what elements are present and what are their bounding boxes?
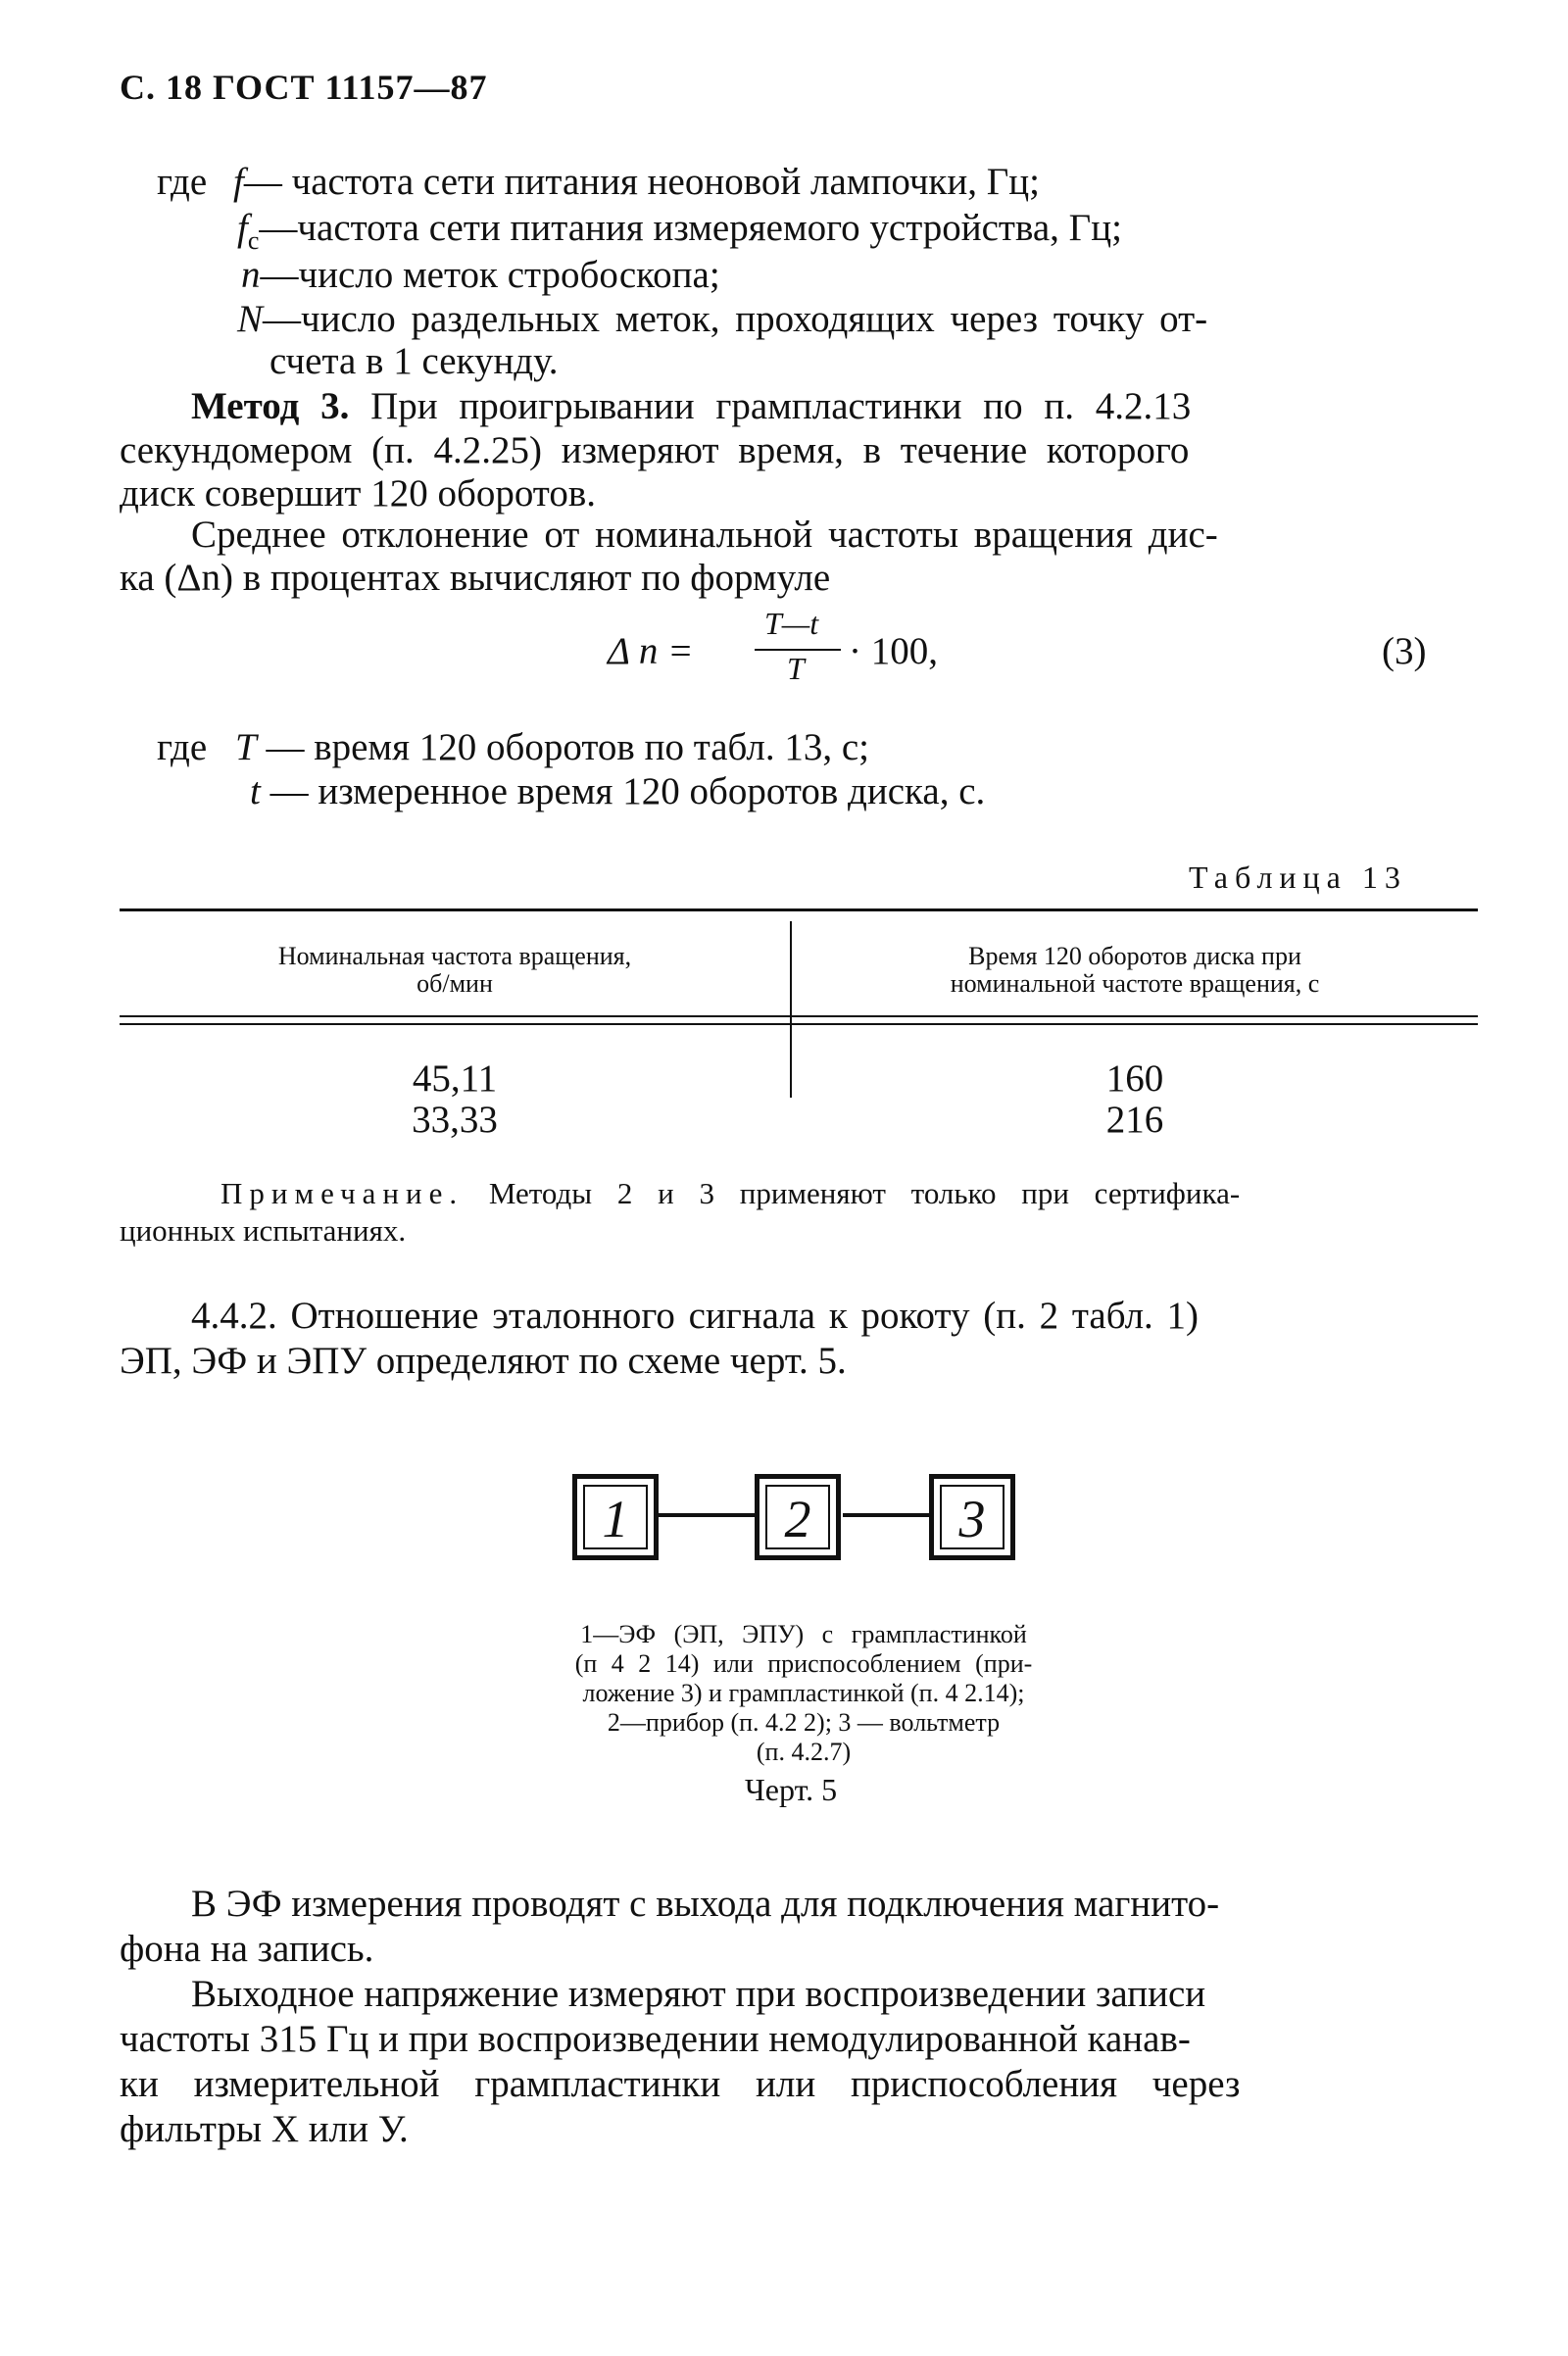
connector-2-3: [843, 1513, 937, 1517]
table-cell: 45,11: [412, 1057, 498, 1100]
diagram-caption: [431, 1620, 1176, 1767]
table-top-rule: [120, 908, 1478, 911]
caption-line: (п. 4.2.7): [756, 1738, 852, 1766]
avg-line2: ка (Δn) в процентах вычисляют по формуле: [120, 557, 831, 599]
formula-lhs: Δ n =: [608, 630, 694, 672]
para-out-line1: Выходное напряжение измеряют при воспроизведении записи: [191, 1973, 1206, 2015]
para-out-line3: ки измерительной грампластинки или приспособления через: [120, 2063, 1241, 2105]
table-col1-header: [120, 943, 790, 998]
para-ef-line1: В ЭФ измерения проводят с выхода для подключения магнито-: [191, 1883, 1220, 1925]
table-cell: 160: [1105, 1057, 1164, 1100]
formula-denominator: T: [787, 651, 805, 686]
block-label: 2: [784, 1490, 811, 1548]
def-t: [250, 769, 985, 814]
header-line: об/мин: [416, 969, 493, 998]
def-text: —число меток стробоскопа;: [260, 254, 720, 296]
def-n: [241, 253, 720, 298]
table-caption: Таблица 13: [1189, 859, 1407, 895]
para-out-line4: фильтры X или У.: [120, 2108, 409, 2150]
header-line: Время 120 оборотов диска при: [968, 942, 1301, 970]
method3-text: При проигрывании грампластинки по п. 4.2.13: [370, 385, 1192, 427]
caption-line: ложение 3) и грампластинкой (п. 4 2.14);: [582, 1679, 1025, 1707]
connector-1-2: [659, 1513, 757, 1517]
block-label: 1: [602, 1490, 629, 1548]
def-symbol: f: [233, 161, 244, 203]
def-symbol: t: [250, 770, 261, 812]
formula-rest: · 100,: [849, 630, 938, 672]
table-col2-values: [792, 1058, 1478, 1141]
block-1: [572, 1474, 659, 1560]
para-ef-line2: фона на запись.: [120, 1928, 374, 1970]
caption-line: 1—ЭФ (ЭП, ЭПУ) с грампластинкой: [580, 1620, 1027, 1648]
def-symbol: n: [241, 254, 261, 296]
table-header-rule-2: [120, 1023, 1478, 1025]
para-out-line2: частоты 315 Гц и при воспроизведении немодулированной канав-: [120, 2018, 1191, 2060]
def-text: — измеренное время 120 оборотов диска, с.: [270, 770, 986, 812]
def-symbol: N: [237, 298, 264, 340]
p442-line1: 4.4.2. Отношение эталонного сигнала к рокоту (п. 2 табл. 1): [191, 1295, 1200, 1337]
def-T: [235, 725, 869, 770]
p442-line2: ЭП, ЭФ и ЭПУ определяют по схеме черт. 5.: [120, 1340, 847, 1382]
where-label: где: [157, 161, 208, 203]
formula-numerator: T—t: [764, 606, 819, 641]
method3-title: Метод 3.: [191, 385, 350, 427]
table-cell: 216: [1105, 1099, 1164, 1141]
def-f: [233, 160, 1040, 205]
where-label-2: где: [157, 726, 208, 768]
note-line1: [220, 1176, 1240, 1211]
diagram-title: Черт. 5: [745, 1772, 838, 1807]
formula-number: (3): [1382, 630, 1427, 672]
note-label: Примечание.: [220, 1176, 465, 1210]
def-symbol: f: [237, 207, 248, 249]
table-header-rule: [120, 1015, 1478, 1017]
def-text: — время 120 оборотов по табл. 13, с;: [266, 726, 869, 768]
def-text: —частота сети питания измеряемого устройства, Гц;: [259, 207, 1122, 249]
caption-line: (п 4 2 14) или приспособлением (при-: [574, 1649, 1033, 1678]
caption-line: 2—прибор (п. 4.2 2); 3 — вольтметр: [607, 1708, 1001, 1737]
table-col1-values: [120, 1058, 790, 1141]
header-line: Номинальная частота вращения,: [277, 942, 632, 970]
block-3: [929, 1474, 1015, 1560]
table-cell: 33,33: [412, 1099, 498, 1141]
page-header: С. 18 ГОСТ 11157—87: [120, 68, 488, 107]
header-line: номинальной частоте вращения, с: [950, 969, 1320, 998]
block-2: [755, 1474, 841, 1560]
def-N: [237, 297, 1207, 342]
method3-line3: диск совершит 120 оборотов.: [120, 472, 596, 515]
def-N-cont: счета в 1 секунду.: [270, 340, 559, 382]
note-text: Методы 2 и 3 применяют только при сертифика-: [488, 1176, 1241, 1210]
method3-line1: [191, 384, 1191, 429]
def-subscript: с: [247, 225, 260, 255]
method3-line2: секундомером (п. 4.2.25) измеряют время, в течение которого: [120, 429, 1190, 471]
def-text: — частота сети питания неоновой лампочки, Гц;: [243, 161, 1041, 203]
avg-line1: Среднее отклонение от номинальной частоты вращения дис-: [191, 514, 1218, 556]
def-text: —число раздельных меток, проходящих через точку от-: [263, 298, 1208, 340]
def-symbol: T: [235, 726, 257, 768]
table-col2-header: [792, 943, 1478, 998]
note-line2: ционных испытаниях.: [120, 1213, 407, 1248]
block-label: 3: [958, 1490, 986, 1548]
